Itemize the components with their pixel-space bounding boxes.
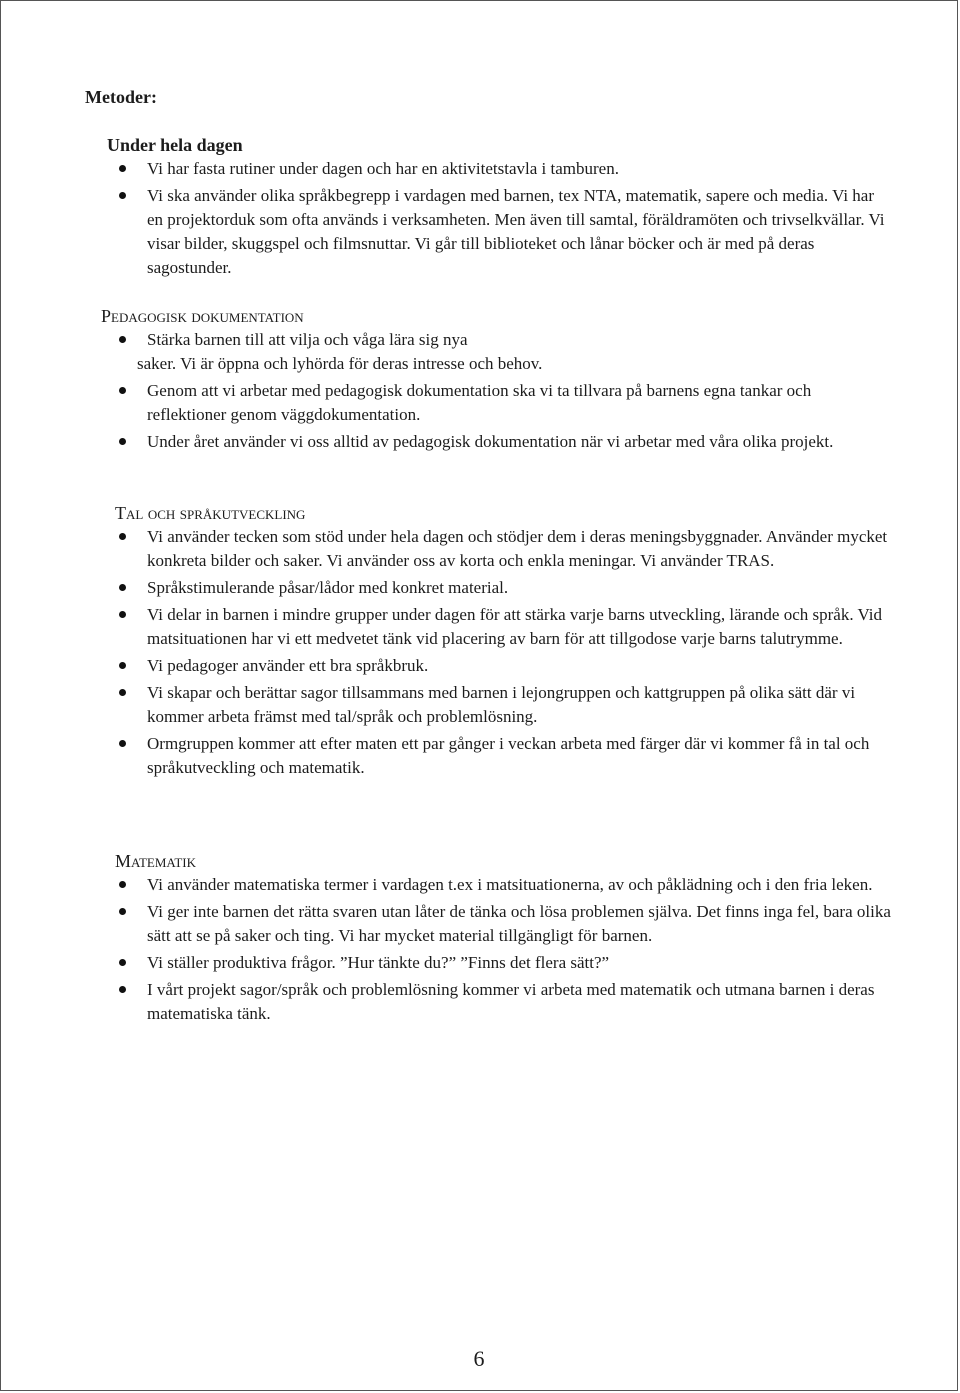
list-item-text: Genom att vi arbetar med pedagogisk dokumentation ska vi ta tillvara på barnens egna tankar och reflektioner genom väggdokumentation.: [147, 381, 812, 424]
section-heading: Matematik: [115, 851, 196, 871]
bullet-icon: [119, 387, 126, 394]
bullet-icon: [119, 986, 126, 993]
bullet-icon: [119, 881, 126, 888]
bullet-icon: [119, 584, 126, 591]
bullet-icon: [119, 959, 126, 966]
list-item-text: I vårt projekt sagor/språk och problemlösning kommer vi arbeta med matematik och utmana barnen i deras matematiska tänk.: [147, 980, 875, 1023]
bullet-list: [101, 525, 891, 780]
list-item-text: Vi ställer produktiva frågor. ”Hur tänkte du?” ”Finns det flera sätt?”: [147, 953, 610, 972]
section-heading: Pedagogisk dokumentation: [101, 306, 304, 326]
section-heading: Tal och språkutveckling: [115, 503, 306, 523]
list-item-text: Under året använder vi oss alltid av pedagogisk dokumentation när vi arbetar med våra olika projekt.: [147, 432, 834, 451]
section-tal-och-sprakutveckling: [101, 501, 891, 783]
bullet-icon: [119, 662, 126, 669]
list-item-text: Vi skapar och berättar sagor tillsammans med barnen i lejongruppen och kattgruppen på olika sätt där vi kommer arbeta främst med tal/språk och problemlösning.: [147, 683, 856, 726]
list-item-text: Ormgruppen kommer att efter maten ett par gånger i veckan arbeta med färger där vi kommer få in tal och språkutveckling och matematik.: [147, 734, 870, 777]
list-item: [101, 951, 891, 975]
list-item: [101, 900, 891, 948]
list-item: [101, 379, 891, 427]
bullet-icon: [119, 740, 126, 747]
section-matematik: [101, 849, 891, 1029]
bullet-icon: [119, 336, 126, 343]
list-item: [101, 328, 891, 352]
section-heading: Under hela dagen: [107, 135, 243, 155]
list-item: [101, 873, 891, 897]
bullet-list: [101, 328, 891, 454]
bullet-icon: [119, 165, 126, 172]
list-item: [101, 732, 891, 780]
list-item: [101, 603, 891, 651]
bullet-list: [101, 873, 891, 1026]
list-item-text: Språkstimulerande påsar/lådor med konkret material.: [147, 578, 509, 597]
list-item: [101, 654, 891, 678]
section-under-hela-dagen: [101, 133, 891, 283]
section-pedagogisk-dokumentation: [101, 304, 891, 457]
list-item-text: Vi ska använder olika språkbegrepp i vardagen med barnen, tex NTA, matematik, sapere och media. Vi har en projektorduk som ofta används i verksamheten. Men även till samtal, föräldramöten och trivselkvällar. Vi visar bilder, skuggspel och filmsnuttar. Vi går till biblioteket och lånar böcker och är med på deras sagostunder.: [147, 186, 885, 277]
list-item-text: Vi delar in barnen i mindre grupper under dagen för att stärka varje barns utveckling, lärande och språk. Vid matsituationen har vi ett medvetet tänk vid placering av barn för att tillgodose varje barns talutrymme.: [147, 605, 882, 648]
bullet-list: [101, 157, 891, 280]
list-item: [101, 184, 891, 280]
bullet-icon: [119, 908, 126, 915]
page-title: Metoder:: [85, 87, 157, 107]
list-item: [101, 525, 891, 573]
list-item-text: Vi har fasta rutiner under dagen och har en aktivitetstavla i tamburen.: [147, 159, 619, 178]
bullet-icon: [119, 611, 126, 618]
list-item-text: Vi ger inte barnen det rätta svaren utan låter de tänka och lösa problemen själva. Det finns inga fel, bara olika sätt att se på saker och ting. Vi har mycket material tillgängligt för barnen.: [147, 902, 891, 945]
bullet-icon: [119, 689, 126, 696]
list-item-text: Vi använder tecken som stöd under hela dagen och stödjer dem i deras meningsbyggnader. Använder mycket konkreta bilder och saker. Vi använder oss av korta och enkla meningar. Vi använder TRAS.: [147, 527, 888, 570]
list-item: [101, 157, 891, 181]
bullet-icon: [119, 192, 126, 199]
list-item-text: Vi använder matematiska termer i vardagen t.ex i matsituationerna, av och påklädning och i den fria leken.: [147, 875, 873, 894]
page-number: 6: [473, 1346, 485, 1371]
list-item: [101, 681, 891, 729]
list-item: [101, 576, 891, 600]
list-item-continuation: [101, 352, 891, 376]
bullet-icon: [119, 533, 126, 540]
list-item-text: Vi pedagoger använder ett bra språkbruk.: [147, 656, 429, 675]
list-item-text: Stärka barnen till att vilja och våga lära sig nya: [147, 330, 468, 349]
list-item: [101, 430, 891, 454]
list-item: [101, 978, 891, 1026]
bullet-icon: [119, 438, 126, 445]
list-item-text: saker. Vi är öppna och lyhörda för deras intresse och behov.: [137, 354, 543, 373]
